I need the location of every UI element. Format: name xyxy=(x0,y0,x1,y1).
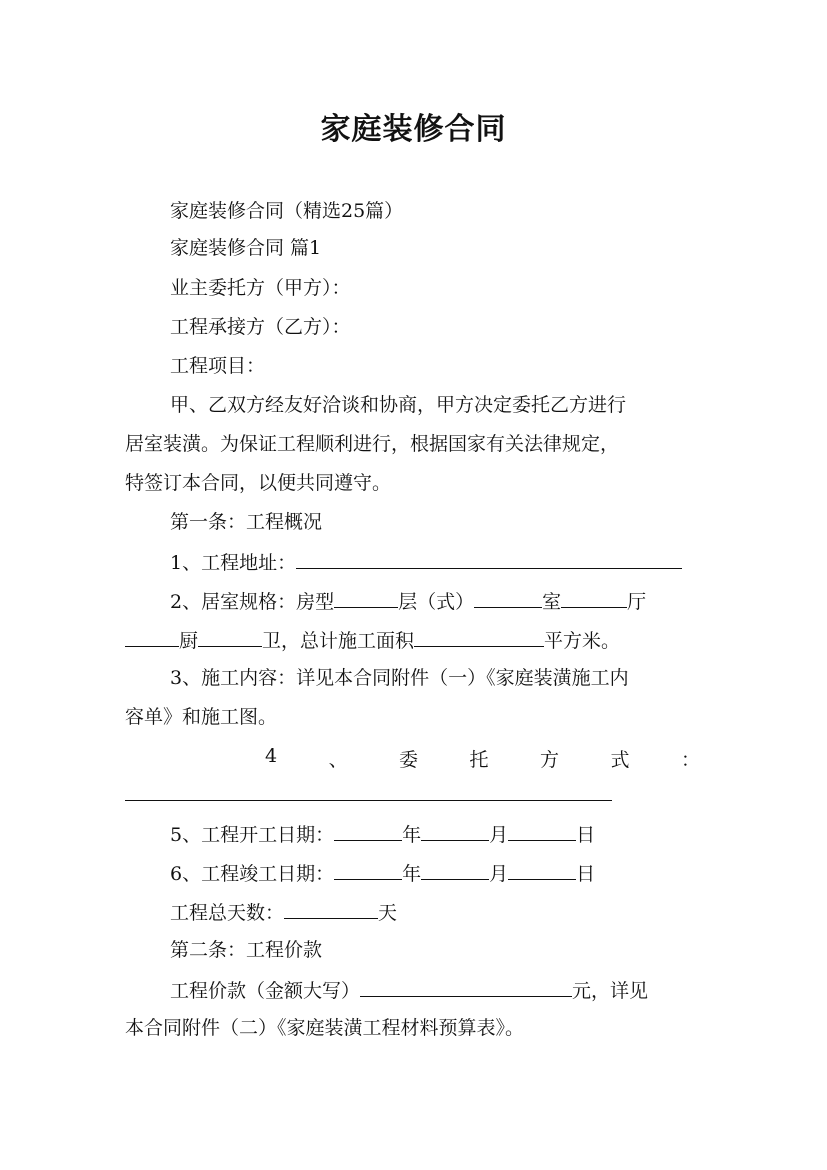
section-2-title: 第二条：工程价款 xyxy=(170,939,323,961)
month-label: 月 xyxy=(489,863,509,885)
section-1-title: 第一条：工程概况 xyxy=(170,511,323,533)
room-type-blank[interactable] xyxy=(334,589,398,608)
intro-line-3: 特签订本合同，以便共同遵守。 xyxy=(125,472,392,494)
article-heading: 家庭装修合同 篇1 xyxy=(170,237,322,259)
entrust-char: 方 xyxy=(540,749,560,771)
entrust-char: ： xyxy=(680,749,700,771)
entrust-char: 式 xyxy=(610,749,630,771)
price-unit: 元，详见 xyxy=(572,980,649,1002)
party-b-label: 工程承接方（乙方）： xyxy=(170,316,351,338)
start-month-blank[interactable] xyxy=(421,822,489,841)
total-days-blank[interactable] xyxy=(284,900,378,919)
intro-line-1: 甲、乙双方经友好洽谈和协商，甲方决定委托乙方进行 xyxy=(170,394,627,416)
area-blank[interactable] xyxy=(414,628,544,647)
entrust-char: 4 xyxy=(265,745,278,767)
start-year-blank[interactable] xyxy=(334,822,402,841)
end-year-blank[interactable] xyxy=(334,861,402,880)
total-days-line xyxy=(170,900,397,924)
hall-blank[interactable] xyxy=(125,628,179,647)
end-day-blank[interactable] xyxy=(508,861,576,880)
address-blank[interactable] xyxy=(296,550,682,569)
price-label: 工程价款（金额大写） xyxy=(170,980,361,1002)
subtitle: 家庭装修合同（精选25篇） xyxy=(170,200,404,222)
day-label: 日 xyxy=(576,824,596,846)
month-label: 月 xyxy=(489,824,509,846)
room-label: 室 xyxy=(542,591,562,613)
total-days-unit: 天 xyxy=(378,902,398,924)
start-day-blank[interactable] xyxy=(508,822,576,841)
entrust-method-line xyxy=(125,745,700,772)
address-line xyxy=(170,550,682,574)
document-title: 家庭装修合同 xyxy=(320,112,507,147)
party-a-label: 业主委托方（甲方）： xyxy=(170,277,351,299)
start-date-line xyxy=(170,822,595,846)
entrust-char: 、 xyxy=(328,749,348,771)
floor-blank[interactable] xyxy=(474,589,542,608)
total-days-label: 工程总天数： xyxy=(170,902,285,924)
year-label: 年 xyxy=(402,863,422,885)
floor-label: 层（式） xyxy=(398,591,475,613)
price-line-2: 本合同附件（二）《家庭装潢工程材料预算表》。 xyxy=(125,1017,525,1039)
kitchen-label: 厨 xyxy=(179,630,199,652)
spec-line-2 xyxy=(125,628,620,652)
entrust-char: 托 xyxy=(469,749,489,771)
price-line-1 xyxy=(170,978,648,1002)
entrust-char: 委 xyxy=(399,749,419,771)
end-month-blank[interactable] xyxy=(421,861,489,880)
content-line-2: 容单》和施工图。 xyxy=(125,706,278,728)
end-date-label: 6、工程竣工日期： xyxy=(170,863,335,885)
room-blank[interactable] xyxy=(561,589,627,608)
start-date-label: 5、工程开工日期： xyxy=(170,824,335,846)
entrust-method-blank[interactable] xyxy=(125,800,612,801)
price-blank[interactable] xyxy=(360,978,572,997)
hall-label: 厅 xyxy=(627,591,647,613)
day-label: 日 xyxy=(576,863,596,885)
spec-label: 2、居室规格：房型 xyxy=(170,591,335,613)
area-unit: 平方米。 xyxy=(544,630,621,652)
spec-line-1 xyxy=(170,589,646,613)
year-label: 年 xyxy=(402,824,422,846)
area-label: 卫，总计施工面积 xyxy=(262,630,415,652)
end-date-line xyxy=(170,861,595,885)
address-label: 1、工程地址： xyxy=(170,552,297,574)
intro-line-2: 居室装潢。为保证工程顺利进行，根据国家有关法律规定， xyxy=(125,433,620,455)
kitchen-blank[interactable] xyxy=(198,628,262,647)
content-line-1: 3、施工内容：详见本合同附件（一）《家庭装潢施工内 xyxy=(170,667,629,689)
project-label: 工程项目： xyxy=(170,355,266,377)
